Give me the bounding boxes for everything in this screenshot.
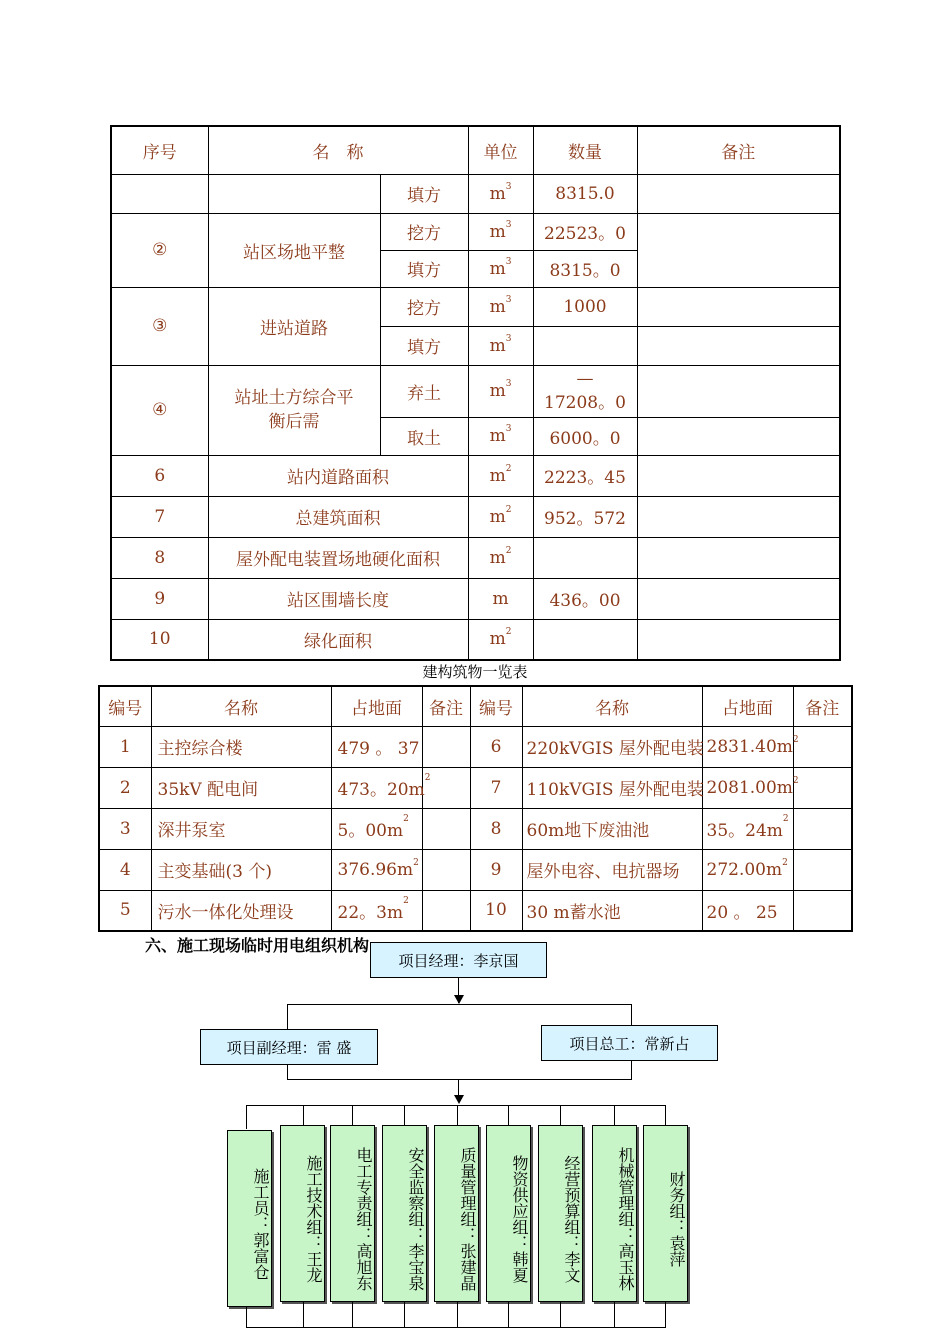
group-box-9: 财务组：袁萍 [643, 1125, 688, 1302]
group-box-6: 物资供应组：韩夏 [486, 1125, 531, 1302]
table-header-row: 编号 名称 占地面 备注 编号 名称 占地面 备注 [99, 686, 852, 726]
table-caption: 建构筑物一览表 [422, 663, 528, 681]
table-row: 4 主变基础(3 个) $376.96m^2$ 9 屋外电容、电抗器场 $272.00m^2$ [99, 849, 852, 890]
group-box-2: 施工技术组：王龙 [280, 1125, 325, 1302]
table-row: ② 站区场地平整 挖方 $m^3$ 22523。0 [111, 213, 840, 250]
table-row: 5 污水一体化处理设 22。$3m^2$ 10 30 m蓄水池 20 。 25 [99, 890, 852, 931]
earthwork-table [110, 125, 841, 661]
project-manager-box: 项目经理：李京国 [370, 942, 547, 978]
table-row: 1 主控综合楼 479 。 37 6 220kVGIS 屋外配电装 $2831.40m^2$ [99, 726, 852, 767]
header-qty: 数量 [533, 126, 637, 174]
section-title: 六、施工现场临时用电组织机构 [145, 936, 370, 955]
table-row: ④ 站址土方综合平衡后需 弃土 $m^3$ — 17208。0 [111, 365, 840, 417]
table-row: 填方 $m^3$ 8315。0 [111, 250, 840, 287]
table-row: 10 绿化面积 $m^2$ [111, 619, 840, 660]
header-no: 序号 [111, 126, 208, 174]
table-header-row [111, 126, 840, 174]
table-row: 7 总建筑面积 $m^2$ 952。572 [111, 496, 840, 537]
header-remark: 备注 [637, 126, 840, 174]
group-box-4: 安全监察组：李宝泉 [382, 1125, 427, 1302]
deputy-manager-box: 项目副经理：雷 盛 [200, 1029, 378, 1065]
group-box-7: 经营预算组：李文 [538, 1125, 583, 1302]
group-box-5: 质量管理组：张建晶 [434, 1125, 479, 1302]
table-row: ③ 进站道路 挖方 $m^3$ 1000 [111, 287, 840, 326]
table-row: 取土 $m^3$ 6000。0 [111, 417, 840, 455]
chief-engineer-box: 项目总工：常新占 [541, 1025, 718, 1061]
buildings-table [98, 685, 853, 932]
group-box-1: 施工员：郭富仓 [227, 1130, 272, 1307]
header-unit: 单位 [468, 126, 533, 174]
table-row: 填方 $m^3$ 8315.0 [111, 174, 840, 213]
header-name: 名 称 [208, 126, 468, 174]
table-row: 2 35kV 配电间 473。$20m^2$ 7 110kVGIS 屋外配电装 $2081.00m^2$ [99, 767, 852, 808]
table-row: 6 站内道路面积 $m^2$ 2223。45 [111, 455, 840, 496]
table-row: 填方 $m^3$ [111, 326, 840, 365]
table-row: 9 站区围墙长度 m 436。00 [111, 578, 840, 619]
group-box-8: 机械管理组：高玉林 [592, 1125, 637, 1302]
table-row: 8 屋外配电装置场地硬化面积 $m^2$ [111, 537, 840, 578]
table-row: 3 深井泵室 5。$00m^2$ 8 60m地下废油池 35。$24m^2$ [99, 808, 852, 849]
group-box-3: 电工专责组：高旭东 [330, 1125, 375, 1302]
